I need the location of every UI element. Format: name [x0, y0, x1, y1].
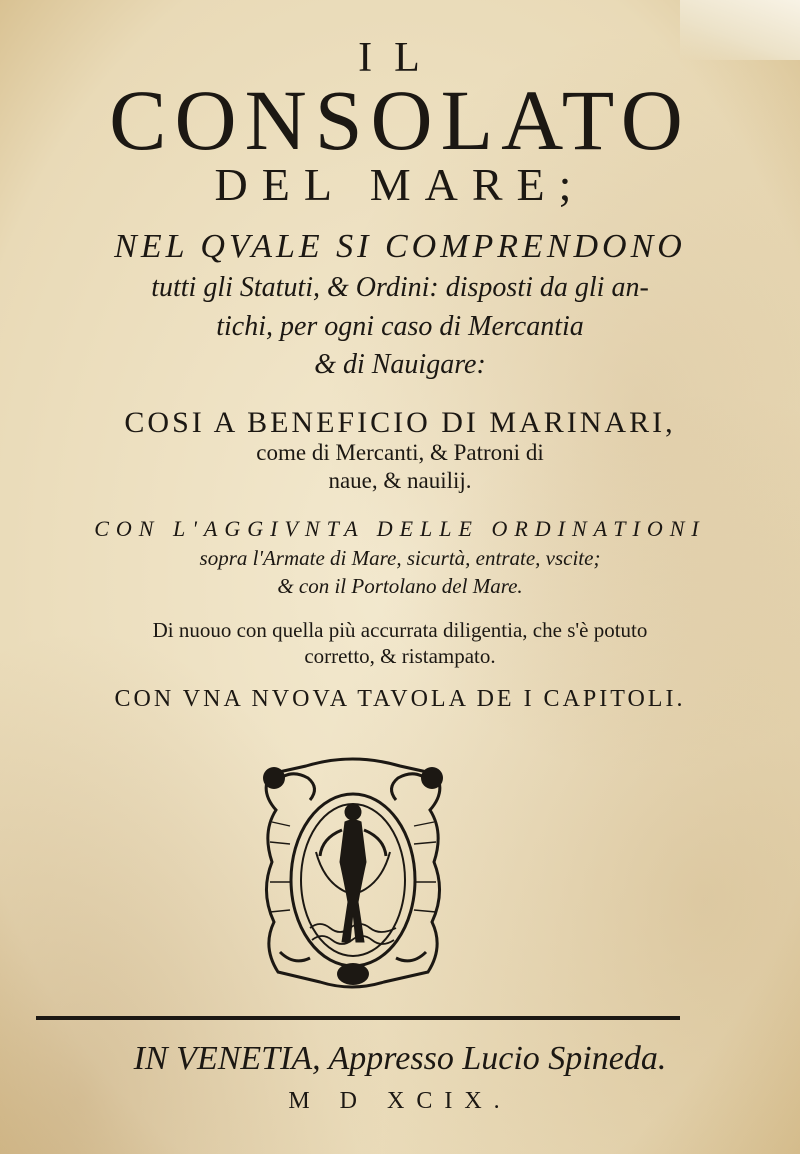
text-corretto: corretto, & ristampato. [304, 644, 496, 668]
imprint-venetia: IN VENETIA, Appresso Lucio Spineda. [133, 1040, 667, 1077]
text-naue: naue, & nauilij. [328, 468, 472, 493]
woodcut-fortuna-icon [250, 752, 455, 992]
subtitle-nel-quale: NEL QVALE SI COMPRENDONO [114, 228, 686, 265]
horizontal-rule [36, 1016, 680, 1020]
text-sopra-armate: sopra l'Armate di Mare, sicurtà, entrate, vscite; [199, 546, 601, 570]
text-di-nuouo: Di nuouo con quella più accurrata diligentia, che s'è potuto [152, 618, 648, 642]
subtitle-tutti: tutti gli Statuti, & Ordini: disposti da gli an- [151, 272, 649, 303]
title-il: IL [358, 35, 442, 81]
text-cosi-a-beneficio: COSI A BENEFICIO DI MARINARI, [124, 406, 676, 439]
text-come-di-mercanti: come di Mercanti, & Patroni di [256, 440, 544, 465]
title-consolato: CONSOLATO [109, 72, 691, 168]
subtitle-tichi: tichi, per ogni caso di Mercantia [216, 311, 584, 342]
text-nuoua-tauola: CON VNA NVOVA TAVOLA DE I CAPITOLI. [114, 686, 686, 712]
imprint-date: M D XCIX. [288, 1088, 512, 1114]
title-del-mare: DEL MARE; [214, 159, 586, 210]
text-portolano: & con il Portolano del Mare. [277, 574, 523, 598]
subtitle-nauigare: & di Nauigare: [314, 349, 486, 380]
text-con-aggiunta: CON L'AGGIVNTA DELLE ORDINATIONI [94, 516, 706, 541]
